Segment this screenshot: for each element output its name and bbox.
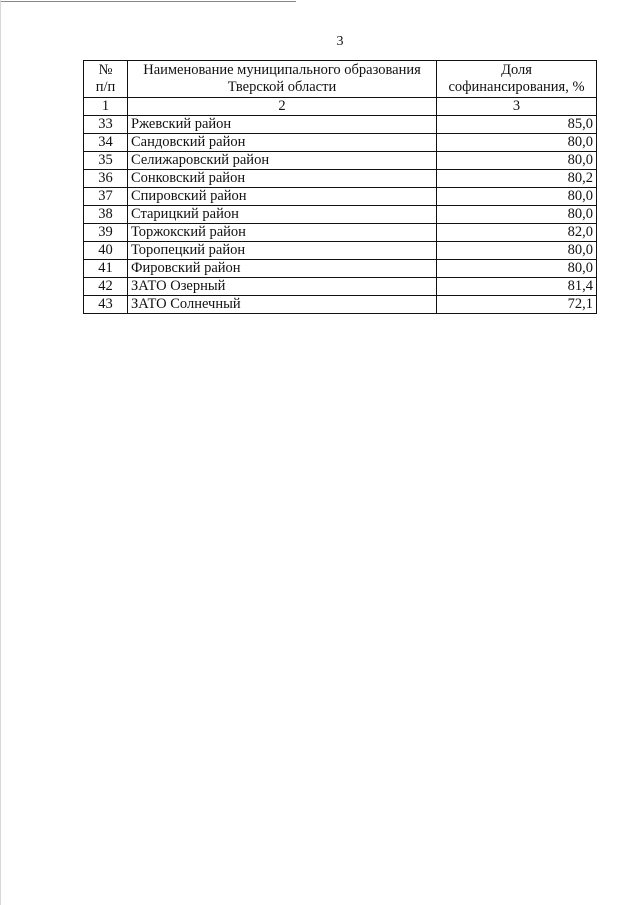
header-number-line1: №: [98, 62, 113, 78]
table-row: [84, 152, 597, 170]
row-share: 80,0: [437, 242, 597, 260]
row-name: ЗАТО Озерный: [128, 278, 437, 296]
header-share-line1: Доля: [501, 62, 532, 78]
page-number: 3: [336, 34, 344, 49]
row-share: 80,0: [437, 134, 597, 152]
row-number: 42: [84, 278, 128, 296]
page-left-edge: [0, 0, 1, 905]
row-name: Фировский район: [128, 260, 437, 278]
table-row: [84, 278, 597, 296]
row-name: Спировский район: [128, 188, 437, 206]
table-row: [84, 206, 597, 224]
header-name: [128, 61, 437, 98]
row-share: 85,0: [437, 116, 597, 134]
row-name: Ржевский район: [128, 116, 437, 134]
row-number: 37: [84, 188, 128, 206]
table-row: [84, 188, 597, 206]
column-number-1: 1: [84, 98, 128, 116]
row-name: Селижаровский район: [128, 152, 437, 170]
row-share: 72,1: [437, 296, 597, 314]
row-share: 82,0: [437, 224, 597, 242]
table-row: [84, 134, 597, 152]
header-share-line2: софинансирования, %: [448, 79, 585, 95]
top-edge-rule: [0, 1, 296, 2]
row-number: 41: [84, 260, 128, 278]
column-number-3: 3: [437, 98, 597, 116]
row-number: 38: [84, 206, 128, 224]
header-number-line2: п/п: [95, 79, 116, 95]
row-number: 36: [84, 170, 128, 188]
table-row: [84, 242, 597, 260]
table-row: [84, 224, 597, 242]
row-share: 80,0: [437, 188, 597, 206]
cofinancing-table: [83, 60, 597, 314]
column-number-row: [84, 98, 597, 116]
header-name-line1: Наименование муниципального образования: [143, 62, 421, 78]
row-share: 80,2: [437, 170, 597, 188]
row-number: 33: [84, 116, 128, 134]
header-name-line2: Тверской области: [227, 79, 337, 95]
row-share: 80,0: [437, 260, 597, 278]
header-share: [437, 61, 597, 98]
row-name: Торжокский район: [128, 224, 437, 242]
row-share: 81,4: [437, 278, 597, 296]
row-name: ЗАТО Солнечный: [128, 296, 437, 314]
table-header-row: [84, 61, 597, 98]
row-share: 80,0: [437, 206, 597, 224]
column-number-2: 2: [128, 98, 437, 116]
table-row: [84, 296, 597, 314]
header-number: [84, 61, 128, 98]
table-row: [84, 170, 597, 188]
row-number: 39: [84, 224, 128, 242]
row-name: Старицкий район: [128, 206, 437, 224]
row-number: 40: [84, 242, 128, 260]
row-number: 43: [84, 296, 128, 314]
table-row: [84, 260, 597, 278]
row-number: 34: [84, 134, 128, 152]
row-name: Сандовский район: [128, 134, 437, 152]
table-row: [84, 116, 597, 134]
row-name: Сонковский район: [128, 170, 437, 188]
row-share: 80,0: [437, 152, 597, 170]
row-number: 35: [84, 152, 128, 170]
row-name: Торопецкий район: [128, 242, 437, 260]
